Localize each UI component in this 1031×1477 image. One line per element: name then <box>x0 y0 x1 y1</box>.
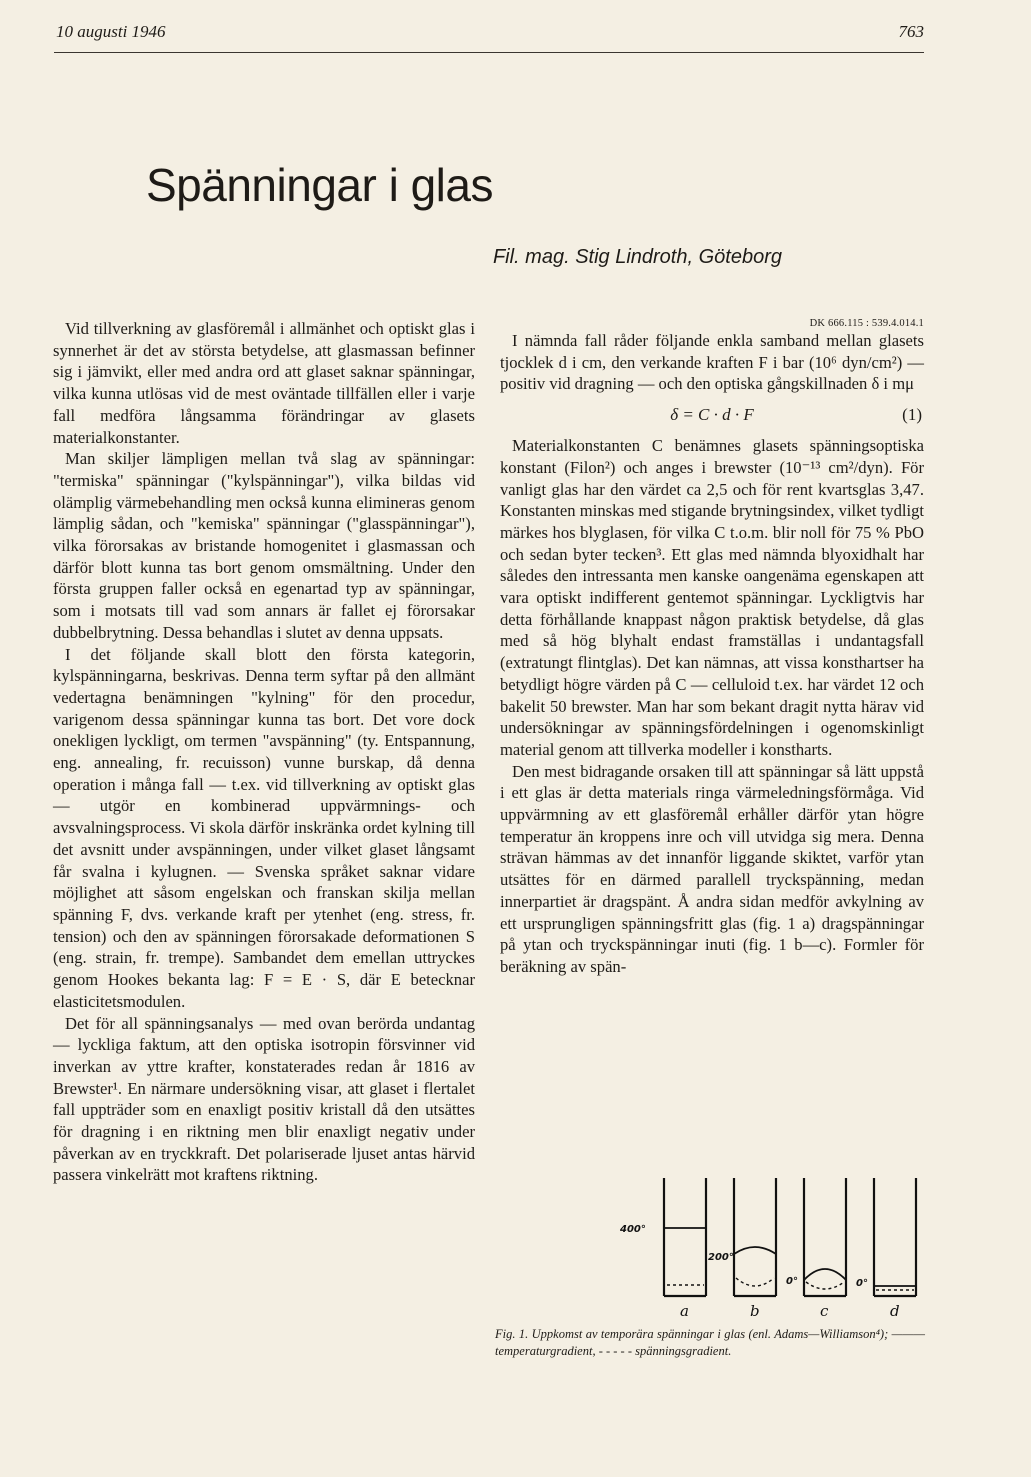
equation-1 <box>500 395 924 435</box>
formula-number: (1) <box>902 405 922 425</box>
article-title: Spänningar i glas <box>146 159 493 211</box>
paragraph-relation: I nämnda fall råder följande enkla samband mellan glasets tjocklek d i cm, den verkande kraften F i bar (10⁶ dyn/cm²) — positiv vid dragning — och den optiska gångskillnaden δ i mμ <box>500 331 924 394</box>
label-d: d <box>890 1302 900 1320</box>
label-0-c: 0° <box>786 1276 798 1287</box>
panel-b <box>708 1178 776 1320</box>
formula-expression: δ = C · d · F <box>670 405 754 425</box>
paragraph-thermal-conductivity: Den mest bidragande orsaken till att spänningar så lätt uppstå i ett glas är detta materials ringa värmeledningsförmåga. Vid uppvärmning av ett glasföremål erhåller därför ytan högre temperatur än kroppens inre och vill utvidga sig mera. Denna strävan hämmas av det innanför liggande skiktet, varför ytan utsättes för en därmed parallell tryckspänning, medan innerpartiet är dragspänt. Å andra sidan medför avkylning av ett ursprungligen spänningsfritt glas (fig. 1 a) dragspänningar på ytan och tryckspänningar inuti (fig. 1 b—c). Formler för beräkning av spän- <box>500 761 924 976</box>
paragraph-optical-isotropy: Det för all spänningsanalys — med ovan berörda undantag — lyckliga faktum, att den optiska isotropin försvinner vid inverkan av yttre krafter, konstaterades redan år 1816 av Brewster¹. En närmare undersökning visar, att glaset i flertalet fall uppträder som en enaxligt positiv kristall då den utsättes för dragning i en riktning men blir enaxligt negativ under påverkan av en tryckkraft. Det polariserade ljuset antas härvid passera vinkelrätt mot kraftens riktning. <box>53 1013 475 1185</box>
running-header <box>54 22 924 46</box>
label-200: 200° <box>708 1252 734 1263</box>
udc-classification: DK 666.115 : 539.4.014.1 <box>809 318 924 329</box>
figure-1 <box>612 1172 924 1322</box>
paragraph-types-of-stress: Man skiljer lämpligen mellan två slag av spänningar: "termiska" spänningar ("kylspänningar"), vilka bildas vid olämplig värmebehandling men också kunna elimineras genom lämplig sådan, och "kemiska" spänningar ("glasspänningar"), vilka förorsakas av bristande homogenitet i glasmassan och därför blott kunna tas bort genom omsmältning. Under den första gruppen faller också en egenartad typ av spänningar, som i motsats till vad som annars är fallet ej förorsakar dubbelbrytning. Dessa behandlas i slutet av denna uppsats. <box>53 449 475 642</box>
panel-c <box>786 1178 846 1320</box>
paragraph-annealing-terminology: I det följande skall blott den första kategorin, kylspänningarna, beskrivas. Denna term syftar på den allmänt vedertagna benämningen "kylning" för den procedur, varigenom dessa spänningar kunna tas bort. Det vore dock onekligen lyckligt, om termen "avspänning" (ty. Entspannung, eng. annealing, fr. recuisson) vunne burskap, då denna operation i många fall — t.ex. vid tillverkning av optiskt glas — utgör en kombinerad uppvärmnings- och avsvalningsprocess. Vi skola därför inskränka ordet kylning till det avsnitt under avspänningen, under vilket glaset långsamt får svalna i kylugnen. — Svenska språket saknar vidare möjlighet att såsom engelskan och franskan skilja mellan spänning F, dvs. verkande kraft per ytenhet (eng. stress, fr. tension) och den av spänningen förorsakade deformationen S (eng. strain, fr. trempe). Sambandet dem emellan uttryckes genom Hookes bekanta lag: F = E · S, där E betecknar elasticitetsmodulen. <box>53 644 475 1011</box>
label-b: b <box>750 1302 760 1320</box>
figure-1-diagram <box>612 1172 924 1322</box>
paragraph-material-constant: Materialkonstanten C benämnes glasets spänningsoptiska konstant (Filon²) och anges i brewster (10⁻¹³ cm²/dyn). För vanligt glas har den värdet ca 2,5 och för rent kvartsglas 3,47. Konstanten minskas med stigande brytningsindex, vilket tydligt märkes hos blyglasen, för vilka C t.o.m. blir noll för 75 % PbO och sedan byter tecken³. Ett glas med nämnda blyoxidhalt har således den intressanta men kanske oangenäma egenskapen att vara optiskt indifferent gentemot spänningar. Lyckligtvis har detta förhållande knappast någon praktisk betydelse, då glas med så hög blyhalt endast framställas i undantagsfall (extratungt flintglas). Det kan nämnas, att vissa konsthartser ha betydligt högre värden på C — celluloid t.ex. har värdet 12 och bakelit 50 brewster. Man har som bekant dragit nytta härav vid undersökningar av spänningsfördelningen i ogenomskinligt material genom att tillverka modeller i konstharts. <box>500 436 924 759</box>
article-byline: Fil. mag. Stig Lindroth, Göteborg <box>492 246 782 268</box>
panel-a <box>619 1178 706 1320</box>
label-c: c <box>820 1302 829 1320</box>
paragraph-intro: Vid tillverkning av glasföremål i allmänhet och optiskt glas i synnerhet är det av största betydelse, att glasmassan befinner sig i jämvikt, eller med andra ord att glaset saknar spänningar, vilka kunna utlösas vid de mest oväntade tillfällen eller i varje fall medföra långsamma förändringar av glasets materialkonstanter. <box>53 319 475 447</box>
header-rule <box>54 52 924 53</box>
header-date: 10 augusti 1946 <box>56 22 166 41</box>
label-0-d: 0° <box>856 1278 868 1289</box>
label-a: a <box>680 1302 689 1320</box>
right-column <box>500 318 924 978</box>
page-number: 763 <box>898 22 924 41</box>
figure-caption: Fig. 1. Uppkomst av temporära spänningar i glas (enl. Adams—Williamson⁴); ——— temperaturgradient, - - - - - spänningsgradient. <box>495 1327 925 1358</box>
panel-d <box>856 1178 916 1320</box>
label-400: 400° <box>620 1224 646 1235</box>
left-column <box>53 318 475 1186</box>
